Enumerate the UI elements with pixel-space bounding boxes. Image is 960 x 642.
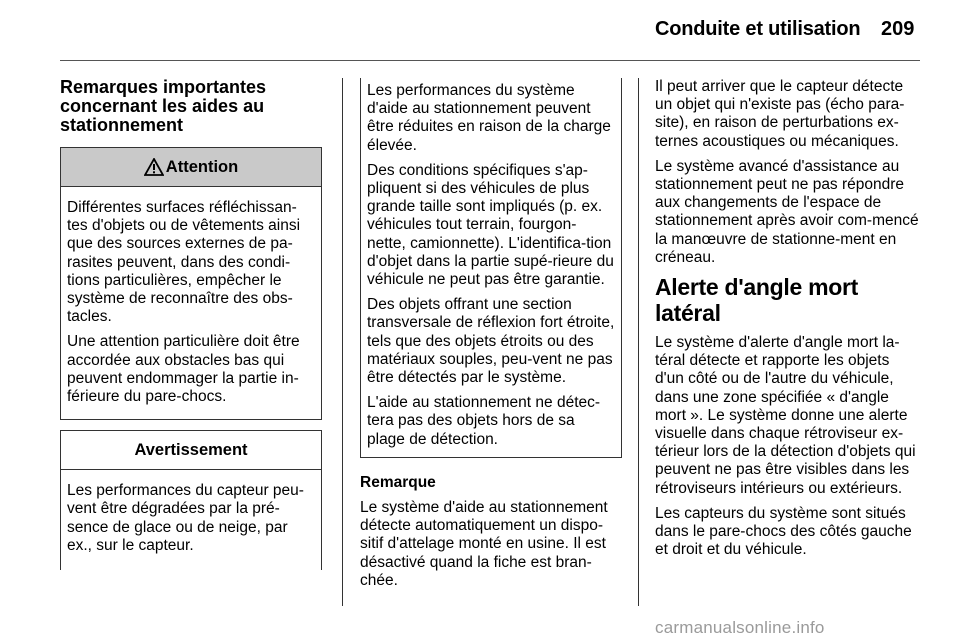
section-heading: Alerte d'angle mort latéral (655, 274, 858, 327)
box-paragraph: L'aide au stationnement ne détec-tera pas des objets hors de sa plage de détection. (367, 394, 601, 448)
box-paragraph: Des objets offrant une section transversale de réflexion fort étroite, tels que des objets étroits ou des matériaux souples, peu-vent ne pas être détectés par le système. (367, 296, 615, 387)
column-1 (60, 78, 322, 570)
column-2 (360, 78, 622, 597)
attention-paragraph: Différentes surfaces réfléchissan-tes d'objets ou de vêtements ainsi que des sources externes de pa-rasites peuvent, dans des condi-tions particulières, empêcher le système de reconnaître des obs-tacles. (67, 199, 301, 326)
attention-box-header (61, 148, 321, 187)
watermark: carmanualsonline.info (655, 618, 825, 637)
attention-paragraph: Une attention particulière doit être accordée aux obstacles bas qui peuvent endommager la partie in-férieure du pare-chocs. (67, 333, 300, 406)
warning-box-body (61, 470, 321, 570)
column-separator (638, 78, 639, 606)
header-rule (60, 60, 920, 61)
warning-box-continued (360, 78, 622, 458)
attention-label: Attention (165, 157, 239, 176)
paragraph: Les capteurs du système sont situés dans le pare-chocs des côtés gauche et droit et du véhicule. (655, 504, 912, 559)
box-paragraph: Les performances du système d'aide au stationnement peuvent être réduites en raison de la charge élevée. (367, 82, 611, 154)
column-separator (342, 78, 343, 606)
note-text: Le système d'aide au stationnement détecte automatiquement un dispo-sitif d'attelage monté en usine. Il est désactivé quand la fiche est bran-chée. (360, 499, 608, 589)
paragraph: Le système avancé d'assistance au stationnement peut ne pas répondre aux changements de l'espace de stationnement après avoir com-mencé la manœuvre de stationne-ment en créneau. (655, 157, 919, 266)
warning-triangle-icon (144, 158, 164, 176)
attention-box-body (61, 187, 321, 419)
paragraph: Le système d'alerte d'angle mort la-téral détecte et rapporte les objets d'un côté ou de l'autre du véhicule, dans une zone spécifiée « d'angle mort ». Le système donne une alerte visuelle dans chaque rétroviseur ex-térieur lors de la détection d'objets qui peuvent ne pas être visibles dans les rétroviseurs intérieurs ou extérieurs. (655, 334, 916, 497)
warning-box (60, 430, 322, 570)
attention-box (60, 147, 322, 420)
warning-paragraph: Les performances du capteur peu-vent être dégradées par la pré-sence de glace ou de neige, par ex., sur le capteur. (67, 482, 304, 554)
warning-box-header (61, 431, 321, 470)
section-title: Remarques importantes concernant les aides au stationnement (60, 77, 267, 135)
column-3 (655, 78, 921, 566)
paragraph: Il peut arriver que le capteur détecte un objet qui n'existe pas (écho para-site), en raison de perturbations ex-ternes acoustiques ou mécaniques. (655, 78, 905, 150)
box-paragraph: Des conditions spécifiques s'ap-pliquent si des véhicules de plus grande taille sont impliqués (p. ex. véhicules tout terrain, fourgon-nette, camionnette). L'identifica-tion d'objet dans la partie supé-rieure du véhicule ne peut pas être garantie. (367, 161, 614, 289)
note-label: Remarque (360, 473, 436, 491)
page-header-title: Conduite et utilisation (655, 18, 861, 40)
warning-label: Avertissement (134, 441, 248, 460)
page-number: 209 (881, 18, 915, 40)
